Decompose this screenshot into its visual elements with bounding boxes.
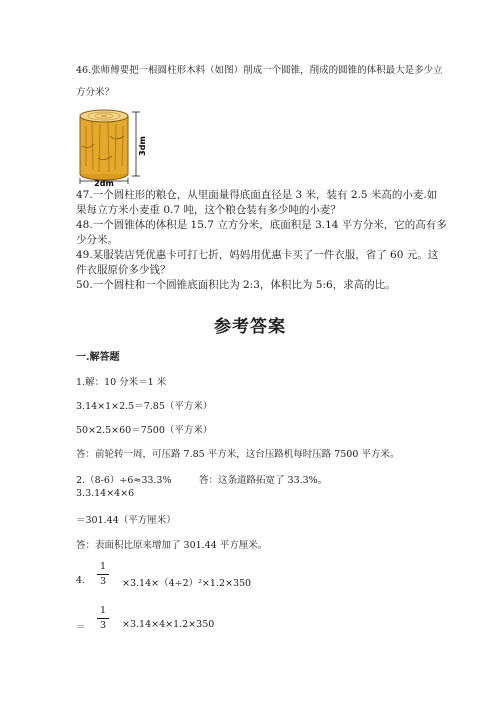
answer-line-9-prefix: 4. (76, 575, 86, 586)
answer-line-7: ＝301.44（平方厘米） (76, 515, 176, 526)
log-figure (74, 106, 154, 188)
fraction-bar (97, 574, 109, 575)
answer-line-6: 3.3.14×4×6 (76, 488, 135, 499)
log-body (80, 116, 128, 180)
question-46-line-2: 方分米？ (76, 87, 115, 98)
question-47-line-2: 果每立方米小麦重 0.7 吨，这个粮仓装有多少吨的小麦？ (76, 204, 341, 216)
fraction-numerator: 1 (99, 605, 107, 616)
fraction-denominator: 3 (99, 576, 107, 587)
section-title: 一.解答题 (76, 352, 120, 363)
question-46-line-1: 46.张师傅要把一根圆柱形木料（如图）削成一个圆锥，削成的圆锥的体积最大是多少立 (76, 65, 443, 76)
height-dimension (132, 112, 147, 176)
fraction-bar (97, 618, 109, 619)
question-48-line-2: 少分米。 (76, 234, 118, 246)
fraction-one-third (97, 605, 109, 632)
answer-line-8: 答：表面积比原来增加了 301.44 平方厘米。 (76, 540, 268, 551)
fraction-numerator: 1 (99, 561, 107, 572)
height-label: 3dm (138, 136, 147, 156)
answers-title: 参考答案 (214, 317, 286, 337)
answer-line-5-right: 答：这条道路拓宽了 33.3%。 (199, 475, 328, 486)
answer-line-9-expression: ×3.14×（4÷2）²×1.2×350 (122, 578, 252, 589)
fraction-denominator: 3 (99, 620, 107, 631)
answer-line-10-prefix: ＝ (76, 622, 86, 633)
answer-line-4: 答：前轮转一周，可压路 7.85 平方米，这台压路机每时压路 7500 平方米。 (76, 449, 400, 460)
fraction-one-third (97, 561, 109, 588)
question-47-line-1: 47.一个圆柱形的粮仓，从里面量得底面直径是 3 米，装有 2.5 米高的小麦.如 (76, 189, 438, 201)
question-49-line-2: 件衣服原价多少钱？ (76, 264, 171, 276)
question-48-line-1: 48.一个圆锥体的体积是 15.7 立方分米，底面积是 3.14 平方分米，它的高有多 (76, 219, 447, 231)
answer-line-3: 50×2.5×60＝7500（平方米） (76, 425, 213, 436)
question-50: 50.一个圆柱和一个圆锥底面积比为 2:3，体积比为 5:6，求高的比。 (76, 279, 396, 291)
question-49-line-1: 49.某服装店凭优惠卡可打七折，妈妈用优惠卡买了一件衣服，省了 60 元。这 (76, 249, 439, 261)
diameter-label: 2dm (94, 179, 114, 188)
log-top-rings (80, 110, 128, 122)
answer-line-1: 1.解：10 分米＝1 米 (76, 377, 167, 388)
answer-line-5-left: 2.（8-6）÷6≈33.3% (76, 475, 172, 486)
answer-line-2: 3.14×1×2.5＝7.85（平方米） (76, 401, 213, 412)
answer-line-10-expression: ×3.14×4×1.2×350 (122, 619, 215, 630)
